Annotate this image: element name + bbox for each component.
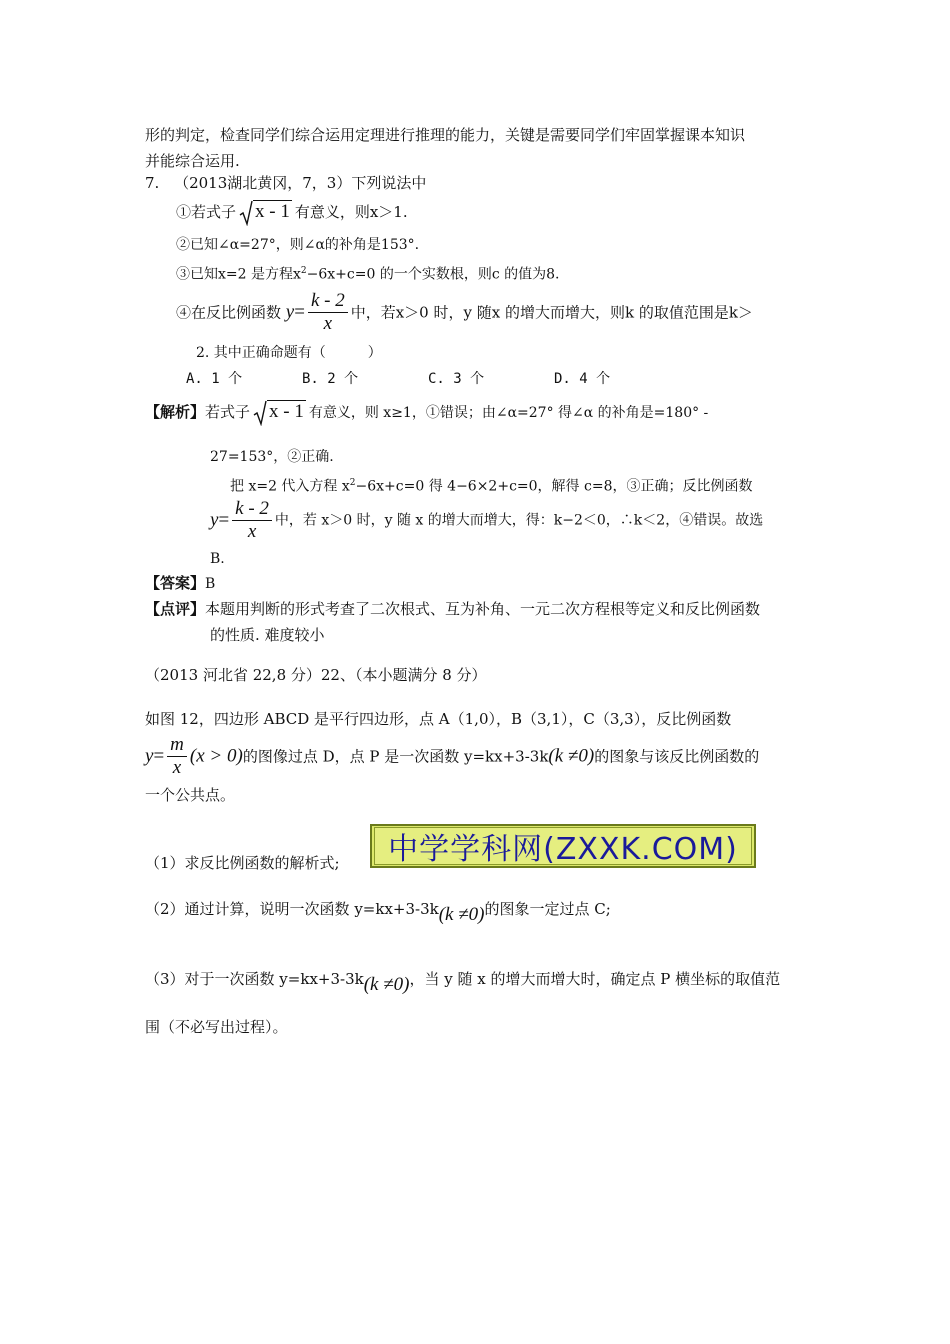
statement-text: ①若式子 xyxy=(176,203,237,221)
analysis-line-5: B. xyxy=(210,551,225,567)
analysis-text: 把 x=2 代入方程 x xyxy=(230,478,350,495)
superscript: 2 xyxy=(349,478,356,488)
part-3 xyxy=(145,968,781,995)
analysis-text: −6x+c=0 得 4−6×2+c=0，解得 c=8，③正确；反比例函数 xyxy=(355,478,753,495)
radicand: x - 1 xyxy=(255,201,290,222)
part-2 xyxy=(145,898,611,925)
logo-text: 中学学科网(ZXXK.COM) xyxy=(388,832,738,867)
question-text: 的图象一定过点 C; xyxy=(484,900,611,918)
fraction xyxy=(232,498,272,543)
fraction xyxy=(308,290,348,335)
paragraph-line: 并能综合运用. xyxy=(145,152,240,170)
statement-text: 有意义，则x＞1. xyxy=(294,203,408,221)
question-text: 的图象与该反比例函数的 xyxy=(594,747,760,766)
statement-4 xyxy=(176,290,753,335)
superscript: 2 xyxy=(300,266,307,276)
fraction-denominator: x xyxy=(247,521,257,542)
question-22-stem-formula xyxy=(145,734,759,779)
option-d: D. 4 个 xyxy=(554,371,611,387)
statement-1 xyxy=(176,200,408,223)
review-tag: 【点评】 xyxy=(145,600,206,618)
math-condition: (x > 0) xyxy=(189,745,243,767)
statement-text: 中，若x＞0 时，y 随x 的增大而增大，则k 的取值范围是k＞ xyxy=(350,303,753,322)
math-operator: = xyxy=(218,509,230,531)
analysis-line-2: 27=153°，②正确. xyxy=(210,449,334,465)
statement-text: ④在反比例函数 xyxy=(176,303,282,322)
statement-4-continued: 2. 其中正确命题有（ ） xyxy=(196,345,382,361)
part-3-continued: 围（不必写出过程）。 xyxy=(145,1018,288,1036)
math-condition: (k ≠0) xyxy=(438,904,485,925)
statement-3 xyxy=(176,260,559,286)
analysis-tag: 【解析】 xyxy=(145,403,206,421)
option-a: A. 1 个 xyxy=(186,371,243,387)
site-logo xyxy=(370,824,756,868)
sqrt-expression xyxy=(239,200,292,223)
question-22-source: （2013 河北省 22,8 分）22、（本小题满分 8 分） xyxy=(145,666,487,684)
question-22-stem-end: 一个公共点。 xyxy=(145,786,236,804)
question-22-stem: 如图 12，四边形 ABCD 是平行四边形，点 A（1,0），B（3,1），C（3,3），反比例函数 xyxy=(145,710,732,728)
math-condition: (k ≠0) xyxy=(548,745,595,767)
option-c: C. 3 个 xyxy=(428,371,485,387)
radicand: x - 1 xyxy=(269,401,304,422)
review-line-1 xyxy=(145,598,760,620)
statement-text: −6x+c=0 的一个实数根，则c 的值为8. xyxy=(306,266,560,283)
question-7-header xyxy=(145,172,426,194)
fraction xyxy=(167,734,187,779)
analysis-text: 若式子 xyxy=(205,403,251,421)
math-condition: (k ≠0) xyxy=(363,974,410,995)
analysis-line-4 xyxy=(210,498,763,543)
statement-text: ③已知x=2 是方程x xyxy=(176,266,301,283)
option-b: B. 2 个 xyxy=(302,371,359,387)
question-text: 的图像过点 D，点 P 是一次函数 y=kx+3-3k xyxy=(242,747,549,766)
answer-value: B xyxy=(205,576,216,592)
review-text: 本题用判断的形式考查了二次根式、互为补角、一元二次方程根等定义和反比例函数 xyxy=(205,600,761,618)
question-text: ，当 y 随 x 的增大而增大时，确定点 P 横坐标的取值范 xyxy=(409,970,781,988)
question-text: （3）对于一次函数 y=kx+3-3k xyxy=(145,970,364,988)
math-operator: = xyxy=(153,745,165,767)
review-line-2: 的性质. 难度较小 xyxy=(210,626,325,644)
math-variable: y xyxy=(285,301,295,323)
fraction-denominator: x xyxy=(172,757,182,778)
answer-tag: 【答案】 xyxy=(145,574,206,592)
paragraph-line: 形的判定，检查同学们综合运用定理进行推理的能力，关键是需要同学们牢固掌握课本知识 xyxy=(145,126,746,144)
sqrt-expression xyxy=(253,400,306,423)
math-variable: y xyxy=(145,745,154,767)
question-number: 7. xyxy=(145,174,160,192)
analysis-text: 中，若 x＞0 时，y 随 x 的增大而增大，得：k−2＜0，∴k＜2，④错误。故选 xyxy=(274,512,764,529)
analysis-text: 有意义，则 x≥1，①错误；由∠α=27° 得∠α 的补角是=180° - xyxy=(308,405,709,421)
fraction-numerator: k - 2 xyxy=(232,498,272,521)
analysis-line-3 xyxy=(230,472,752,498)
statement-2: ②已知∠α=27°，则∠α的补角是153°. xyxy=(176,237,420,253)
analysis-line-1 xyxy=(145,400,708,424)
fraction-numerator: m xyxy=(167,734,187,757)
fraction-numerator: k - 2 xyxy=(308,290,348,313)
question-source: （2013湖北黄冈，7，3）下列说法中 xyxy=(174,174,427,192)
answer-line xyxy=(145,572,215,595)
fraction-denominator: x xyxy=(323,313,333,334)
question-text: （2）通过计算，说明一次函数 y=kx+3-3k xyxy=(145,900,439,918)
math-variable: y xyxy=(210,509,219,531)
math-operator: = xyxy=(294,301,305,323)
site-logo-frame xyxy=(374,827,752,865)
part-1: （1）求反比例函数的解析式; xyxy=(145,854,340,872)
